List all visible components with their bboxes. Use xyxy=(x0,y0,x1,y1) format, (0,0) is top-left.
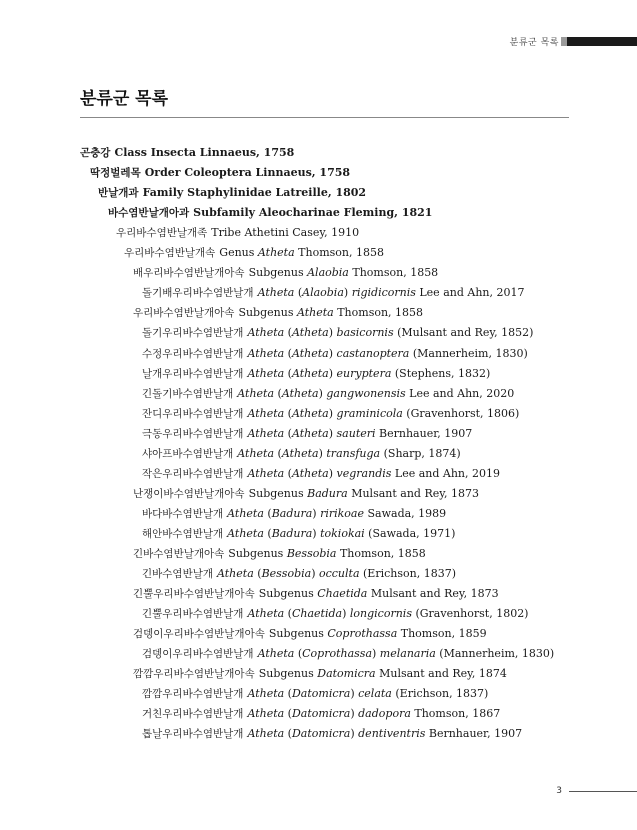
scientific-name-italic: Datomicra xyxy=(291,687,351,701)
taxon-entry xyxy=(133,266,438,280)
scientific-name-italic: gangwonensis xyxy=(326,386,406,400)
scientific-name-text: ( xyxy=(284,727,292,741)
korean-name: 날개우리바수염반날개 xyxy=(142,367,244,380)
taxon-entry xyxy=(142,507,446,521)
scientific-name-italic: Atheta xyxy=(247,607,285,621)
scientific-name-text: ) xyxy=(318,446,327,460)
taxon-entry xyxy=(133,627,487,641)
scientific-name-italic: Chaetida xyxy=(317,587,368,601)
scientific-name-italic: vegrandis xyxy=(336,466,392,480)
scientific-name-text: ( xyxy=(274,446,282,460)
scientific-name-italic: Badura xyxy=(307,486,348,500)
scientific-name-text: Genus xyxy=(219,246,258,260)
scientific-name-italic: Atheta xyxy=(247,727,285,741)
scientific-name-italic: Atheta xyxy=(237,446,275,460)
scientific-name-italic: Atheta xyxy=(257,286,295,300)
scientific-name-text: Thomson, 1858 xyxy=(336,547,426,560)
korean-name: 곤충강 xyxy=(80,147,111,159)
taxon-entry xyxy=(142,687,488,701)
scientific-name-text: Subgenus xyxy=(258,587,318,601)
taxon-entry xyxy=(108,206,432,220)
scientific-name-italic: Atheta xyxy=(247,326,285,340)
korean-name: 긴바수염반날개아속 xyxy=(133,548,225,560)
scientific-name-text: ( xyxy=(284,406,292,420)
scientific-name-text: Subgenus xyxy=(248,486,308,500)
taxon-entry xyxy=(142,427,472,441)
page-number: 3 xyxy=(556,786,562,796)
scientific-name-italic: Atheta xyxy=(227,526,264,540)
scientific-name-italic: Atheta xyxy=(247,366,285,380)
scientific-name-text: ( xyxy=(284,426,292,440)
korean-name: 딱정벌레목 xyxy=(90,167,141,180)
korean-name: 돌기우리바수염반날개 xyxy=(142,327,244,340)
taxon-entry xyxy=(142,527,455,541)
scientific-name-text: Subgenus xyxy=(248,266,308,280)
scientific-name-italic: Datomicra xyxy=(317,667,376,681)
scientific-name-italic: graminicola xyxy=(336,406,403,420)
scientific-name-text: (Stephens, 1832) xyxy=(391,366,491,380)
scientific-name-text: ( xyxy=(284,687,292,701)
scientific-name-italic: Atheta xyxy=(217,567,254,581)
scientific-name-text: Class Insecta Linnaeus, 1758 xyxy=(114,146,295,159)
scientific-name-text: ) xyxy=(318,386,327,400)
scientific-name-italic: ririkoae xyxy=(320,506,365,520)
scientific-name-text: ) xyxy=(350,727,359,741)
scientific-name-text: Subgenus xyxy=(228,547,287,560)
scientific-name-text: ( xyxy=(284,366,292,380)
scientific-name-italic: Atheta xyxy=(247,346,285,360)
scientific-name-italic: euryptera xyxy=(336,366,392,380)
scientific-name-text: Lee and Ahn, 2019 xyxy=(391,466,501,480)
scientific-name-text: Thomson, 1858 xyxy=(294,246,384,260)
korean-name: 톱날우리바수염반날개 xyxy=(142,728,244,741)
scientific-name-italic: Atheta xyxy=(296,306,334,320)
scientific-name-italic: Alaobia xyxy=(307,266,349,280)
scientific-name-italic: Atheta xyxy=(247,426,285,440)
korean-name: 깜깜우리바수염반날개아속 xyxy=(133,668,255,681)
scientific-name-italic: Datomicra xyxy=(291,727,351,741)
scientific-name-italic: Atheta xyxy=(281,446,319,460)
korean-name: 검뎅이우리바수염반날개아속 xyxy=(133,628,265,641)
footer-divider xyxy=(569,791,637,792)
scientific-name-text: Bernhauer, 1907 xyxy=(425,727,523,741)
scientific-name-text: Thomson, 1859 xyxy=(397,627,487,641)
scientific-name-italic: transfuga xyxy=(326,446,381,460)
taxon-entry xyxy=(124,246,384,260)
scientific-name-text: ) xyxy=(328,346,337,360)
scientific-name-text: ( xyxy=(263,506,272,520)
scientific-name-text: ( xyxy=(263,526,272,540)
scientific-name-text: (Mannerheim, 1830) xyxy=(435,647,555,661)
scientific-name-italic: Atheta xyxy=(257,246,295,260)
scientific-name-italic: tokiokai xyxy=(320,526,365,540)
scientific-name-italic: Atheta xyxy=(281,386,319,400)
korean-name: 작은우리바수염반날개 xyxy=(142,467,244,480)
scientific-name-italic: Atheta xyxy=(237,386,275,400)
scientific-name-text: Lee and Ahn, 2017 xyxy=(415,286,525,300)
scientific-name-text: Subgenus xyxy=(238,306,297,320)
scientific-name-text: ( xyxy=(294,647,303,661)
scientific-name-italic: occulta xyxy=(318,567,360,581)
scientific-name-text: ( xyxy=(284,707,292,721)
scientific-name-text: ) xyxy=(312,506,321,520)
scientific-name-text: ) xyxy=(328,366,337,380)
korean-name: 우리바수염반날개족 xyxy=(116,227,208,240)
scientific-name-text: Subfamily Aleocharinae Fleming, 1821 xyxy=(193,206,433,220)
scientific-name-text: (Erichson, 1837) xyxy=(391,687,489,701)
scientific-name-text: ) xyxy=(342,607,350,621)
scientific-name-italic: dadopora xyxy=(358,707,411,721)
taxon-entry xyxy=(80,146,294,160)
scientific-name-text: Mulsant and Rey, 1874 xyxy=(375,667,507,681)
taxon-entry xyxy=(142,286,524,300)
scientific-name-text: ( xyxy=(284,346,292,360)
scientific-name-italic: melanaria xyxy=(379,647,436,661)
taxon-entry xyxy=(142,727,522,741)
taxon-entry xyxy=(142,407,519,421)
scientific-name-text: ( xyxy=(274,386,282,400)
korean-name: 난쟁이바수염반날개아속 xyxy=(133,487,245,500)
scientific-name-text: (Gravenhorst, 1802) xyxy=(411,607,529,621)
korean-name: 배우리바수염반날개아속 xyxy=(133,267,245,280)
title-divider xyxy=(80,117,569,118)
taxon-entry xyxy=(142,447,461,461)
scientific-name-text: ) xyxy=(350,707,359,721)
taxon-entry xyxy=(133,306,423,320)
scientific-name-text: Thomson, 1867 xyxy=(410,707,501,721)
taxon-entry xyxy=(116,226,359,240)
scientific-name-text: ) xyxy=(350,687,359,701)
scientific-name-italic: Atheta xyxy=(227,506,264,520)
scientific-name-italic: basicornis xyxy=(336,326,394,340)
taxon-entry xyxy=(142,647,554,661)
taxon-entry xyxy=(133,547,426,561)
korean-name: 샤아프바수염반날개 xyxy=(142,447,234,460)
scientific-name-text: Order Coleoptera Linnaeus, 1758 xyxy=(144,166,351,180)
scientific-name-italic: Atheta xyxy=(291,466,329,480)
scientific-name-text: Thomson, 1858 xyxy=(348,266,439,280)
scientific-name-text: ( xyxy=(294,286,303,300)
scientific-name-italic: Atheta xyxy=(291,326,329,340)
scientific-name-italic: Atheta xyxy=(291,366,329,380)
scientific-name-italic: Chaetida xyxy=(291,607,343,621)
korean-name: 바다바수염반날개 xyxy=(142,507,224,520)
scientific-name-italic: Coprothassa xyxy=(302,647,372,661)
korean-name: 반날개과 xyxy=(98,187,139,200)
scientific-name-text: ) xyxy=(328,326,337,340)
korean-name: 긴뿔우리바수염반날개아속 xyxy=(133,588,255,601)
korean-name: 해안바수염반날개 xyxy=(142,527,224,540)
korean-name: 긴뿔우리바수염반날개 xyxy=(142,608,244,621)
scientific-name-text: Tribe Athetini Casey, 1910 xyxy=(211,226,360,240)
scientific-name-italic: Atheta xyxy=(291,346,329,360)
scientific-name-text: ) xyxy=(372,647,380,661)
taxon-entry xyxy=(133,667,507,681)
korean-name: 긴바수염반날개 xyxy=(142,568,214,581)
scientific-name-italic: Alaobia xyxy=(302,286,344,300)
scientific-name-text: (Mulsant and Rey, 1852) xyxy=(393,326,534,340)
taxon-entry xyxy=(133,487,479,501)
taxon-entry xyxy=(142,607,528,621)
scientific-name-text: (Sawada, 1971) xyxy=(364,526,456,540)
scientific-name-italic: Atheta xyxy=(247,707,285,721)
korean-name: 우리바수염반날개아속 xyxy=(133,307,235,320)
scientific-name-italic: Atheta xyxy=(247,406,285,420)
scientific-name-text: ( xyxy=(284,607,292,621)
section-label: 분류군 목록 xyxy=(509,38,559,48)
korean-name: 돌기배우리바수염반날개 xyxy=(142,287,254,300)
scientific-name-italic: celata xyxy=(358,687,392,701)
scientific-name-italic: Atheta xyxy=(291,406,329,420)
korean-name: 검뎅이우리바수염반날개 xyxy=(142,648,254,661)
taxon-entry xyxy=(90,166,350,180)
taxon-entry xyxy=(142,347,528,361)
scientific-name-text: (Gravenhorst, 1806) xyxy=(402,406,520,420)
scientific-name-text: Lee and Ahn, 2020 xyxy=(405,386,515,400)
taxon-entry xyxy=(133,587,499,601)
scientific-name-text: ( xyxy=(284,466,292,480)
taxon-entry xyxy=(142,387,514,401)
taxon-entry xyxy=(98,186,366,200)
scientific-name-text: Sawada, 1989 xyxy=(364,506,447,520)
scientific-name-italic: Bessobia xyxy=(286,547,337,560)
scientific-name-italic: Coprothassa xyxy=(327,627,398,641)
korean-name: 깜깜우리바수염반날개 xyxy=(142,688,244,701)
korean-name: 우리바수염반날개속 xyxy=(124,247,216,260)
scientific-name-italic: Atheta xyxy=(247,687,285,701)
korean-name: 수정우리바수염반날개 xyxy=(142,347,244,360)
scientific-name-text: (Mannerheim, 1830) xyxy=(409,346,528,360)
scientific-name-text: ) xyxy=(328,406,337,420)
scientific-name-italic: Badura xyxy=(271,506,313,520)
page-title: 분류군 목록 xyxy=(80,89,169,109)
scientific-name-italic: Atheta xyxy=(247,466,285,480)
scientific-name-text: Subgenus xyxy=(268,627,328,641)
scientific-name-italic: sauteri xyxy=(336,426,376,440)
taxon-entry xyxy=(142,467,500,481)
scientific-name-text: ) xyxy=(343,286,352,300)
taxon-entry xyxy=(142,326,533,340)
taxon-entry xyxy=(142,707,500,721)
scientific-name-italic: Bessobia xyxy=(261,567,312,581)
scientific-name-italic: rigidicornis xyxy=(351,286,416,300)
taxon-entry xyxy=(142,567,456,581)
scientific-name-text: (Erichson, 1837) xyxy=(359,567,456,581)
taxon-entry xyxy=(142,367,490,381)
scientific-name-text: ( xyxy=(284,326,292,340)
scientific-name-text: Thomson, 1858 xyxy=(333,306,424,320)
scientific-name-text: Family Staphylinidae Latreille, 1802 xyxy=(142,186,367,200)
header-bar-accent xyxy=(567,37,637,46)
scientific-name-text: Mulsant and Rey, 1873 xyxy=(367,587,499,601)
scientific-name-text: ) xyxy=(311,567,319,581)
korean-name: 긴돌기바수염반날개 xyxy=(142,387,234,400)
korean-name: 거친우리바수염반날개 xyxy=(142,708,244,721)
korean-name: 바수염반날개아과 xyxy=(108,207,190,220)
scientific-name-text: Mulsant and Rey, 1873 xyxy=(347,486,479,500)
scientific-name-text: Subgenus xyxy=(258,667,318,681)
scientific-name-italic: Datomicra xyxy=(291,707,351,721)
scientific-name-text: ) xyxy=(328,466,337,480)
scientific-name-text: ) xyxy=(328,426,337,440)
scientific-name-text: (Sharp, 1874) xyxy=(380,446,461,460)
scientific-name-italic: Atheta xyxy=(257,647,295,661)
scientific-name-italic: Badura xyxy=(271,526,313,540)
korean-name: 잔디우리바수염반날개 xyxy=(142,407,244,420)
scientific-name-text: ( xyxy=(253,567,262,581)
scientific-name-italic: castanoptera xyxy=(336,346,410,360)
scientific-name-italic: longicornis xyxy=(349,607,412,621)
scientific-name-text: Bernhauer, 1907 xyxy=(375,426,473,440)
korean-name: 극동우리바수염반날개 xyxy=(142,427,244,440)
scientific-name-text: ) xyxy=(312,526,321,540)
scientific-name-italic: Atheta xyxy=(291,426,329,440)
scientific-name-italic: dentiventris xyxy=(358,727,426,741)
